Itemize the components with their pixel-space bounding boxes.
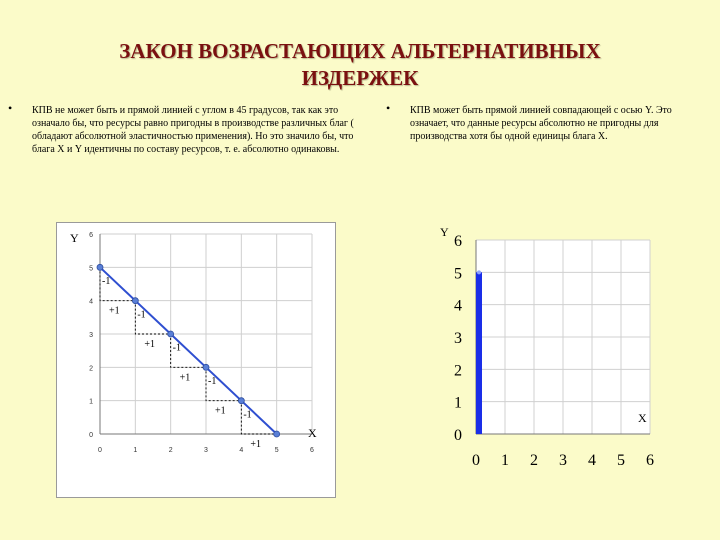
x-axis-title: X [638, 411, 647, 425]
y-tick-label: 6 [454, 233, 462, 250]
y-tick-label: 3 [454, 330, 462, 347]
x-tick-label: 2 [168, 447, 173, 454]
bullet-marker: • [8, 101, 13, 115]
y-tick-label: 2 [454, 362, 462, 380]
step-label-dx: +1 [109, 305, 120, 317]
data-point [274, 431, 280, 437]
x-tick-label: 4 [588, 452, 596, 469]
y-tick-label: 0 [454, 427, 462, 444]
data-point [203, 364, 209, 370]
y-axis-title: Y [440, 225, 449, 239]
y-tick-label: 1 [89, 398, 93, 406]
step-label-dy: -1 [208, 376, 217, 387]
ppf-vertical-line [476, 272, 482, 434]
step-label-dy: -1 [172, 342, 182, 354]
data-point [97, 264, 103, 270]
step-label-dy: -1 [243, 409, 252, 421]
x-tick-label: 4 [239, 447, 244, 454]
x-axis-title: X [308, 426, 317, 440]
x-tick-label: 0 [98, 447, 102, 454]
x-tick-label: 6 [646, 452, 654, 469]
left-bullet [8, 101, 354, 156]
y-tick-label: 5 [454, 265, 462, 283]
y-tick-label: 4 [89, 298, 93, 306]
y-tick-label: 2 [89, 365, 93, 373]
y-axis-title: Y [70, 231, 79, 245]
x-tick-label: 6 [310, 447, 314, 454]
data-point [238, 398, 244, 404]
y-tick-label: 6 [89, 232, 93, 239]
y-tick-label: 4 [454, 297, 462, 315]
right-bullet-text: КПВ может быть прямой линией совпадающей с осью Y. Это означает, что данные ресурсы абсолютно не пригодны для производства хотя бы одной единицы блага X. [410, 105, 672, 142]
ppf-line-chart [56, 222, 336, 498]
step-label-dy: -1 [137, 309, 146, 321]
data-point [477, 270, 481, 274]
title-line-2: ИЗДЕРЖЕК [301, 66, 419, 90]
x-tick-label: 2 [530, 452, 538, 469]
x-tick-label: 3 [559, 452, 567, 469]
x-tick-label: 1 [133, 447, 138, 454]
chart-background [56, 222, 336, 498]
x-tick-label: 0 [472, 452, 480, 469]
ppf-vertical-chart [420, 222, 670, 472]
y-tick-label: 5 [89, 265, 93, 273]
x-tick-label: 3 [204, 447, 208, 454]
bullet-marker: • [386, 101, 391, 115]
step-label-dx: +1 [250, 439, 261, 450]
left-bullet-text: КПВ не может быть и прямой линией с углом в 45 градусов, так как это означало бы, что ресурсы равно пригодны в производстве различных благ ( обладают абсолютной эластичностью применения). Но это значило бы, что блага X и Y идентичны по составу ресурсов, т. е. абсолютно одинаковы. [32, 105, 354, 155]
step-label-dx: +1 [179, 372, 191, 384]
step-label-dx: +1 [144, 339, 155, 350]
y-tick-label: 1 [454, 394, 462, 412]
step-label-dx: +1 [215, 405, 226, 417]
right-bullet [386, 101, 700, 143]
y-tick-label: 3 [89, 332, 93, 339]
step-label-dy: -1 [102, 276, 111, 287]
data-point [168, 331, 174, 337]
slide-title [0, 38, 720, 92]
title-line-1: ЗАКОН ВОЗРАСТАЮЩИХ АЛЬТЕРНАТИВНЫХ [119, 39, 601, 63]
data-point [132, 298, 138, 304]
x-tick-label: 5 [274, 447, 279, 454]
y-tick-label: 0 [89, 432, 93, 439]
x-tick-label: 1 [501, 452, 509, 469]
x-tick-label: 5 [617, 452, 625, 469]
